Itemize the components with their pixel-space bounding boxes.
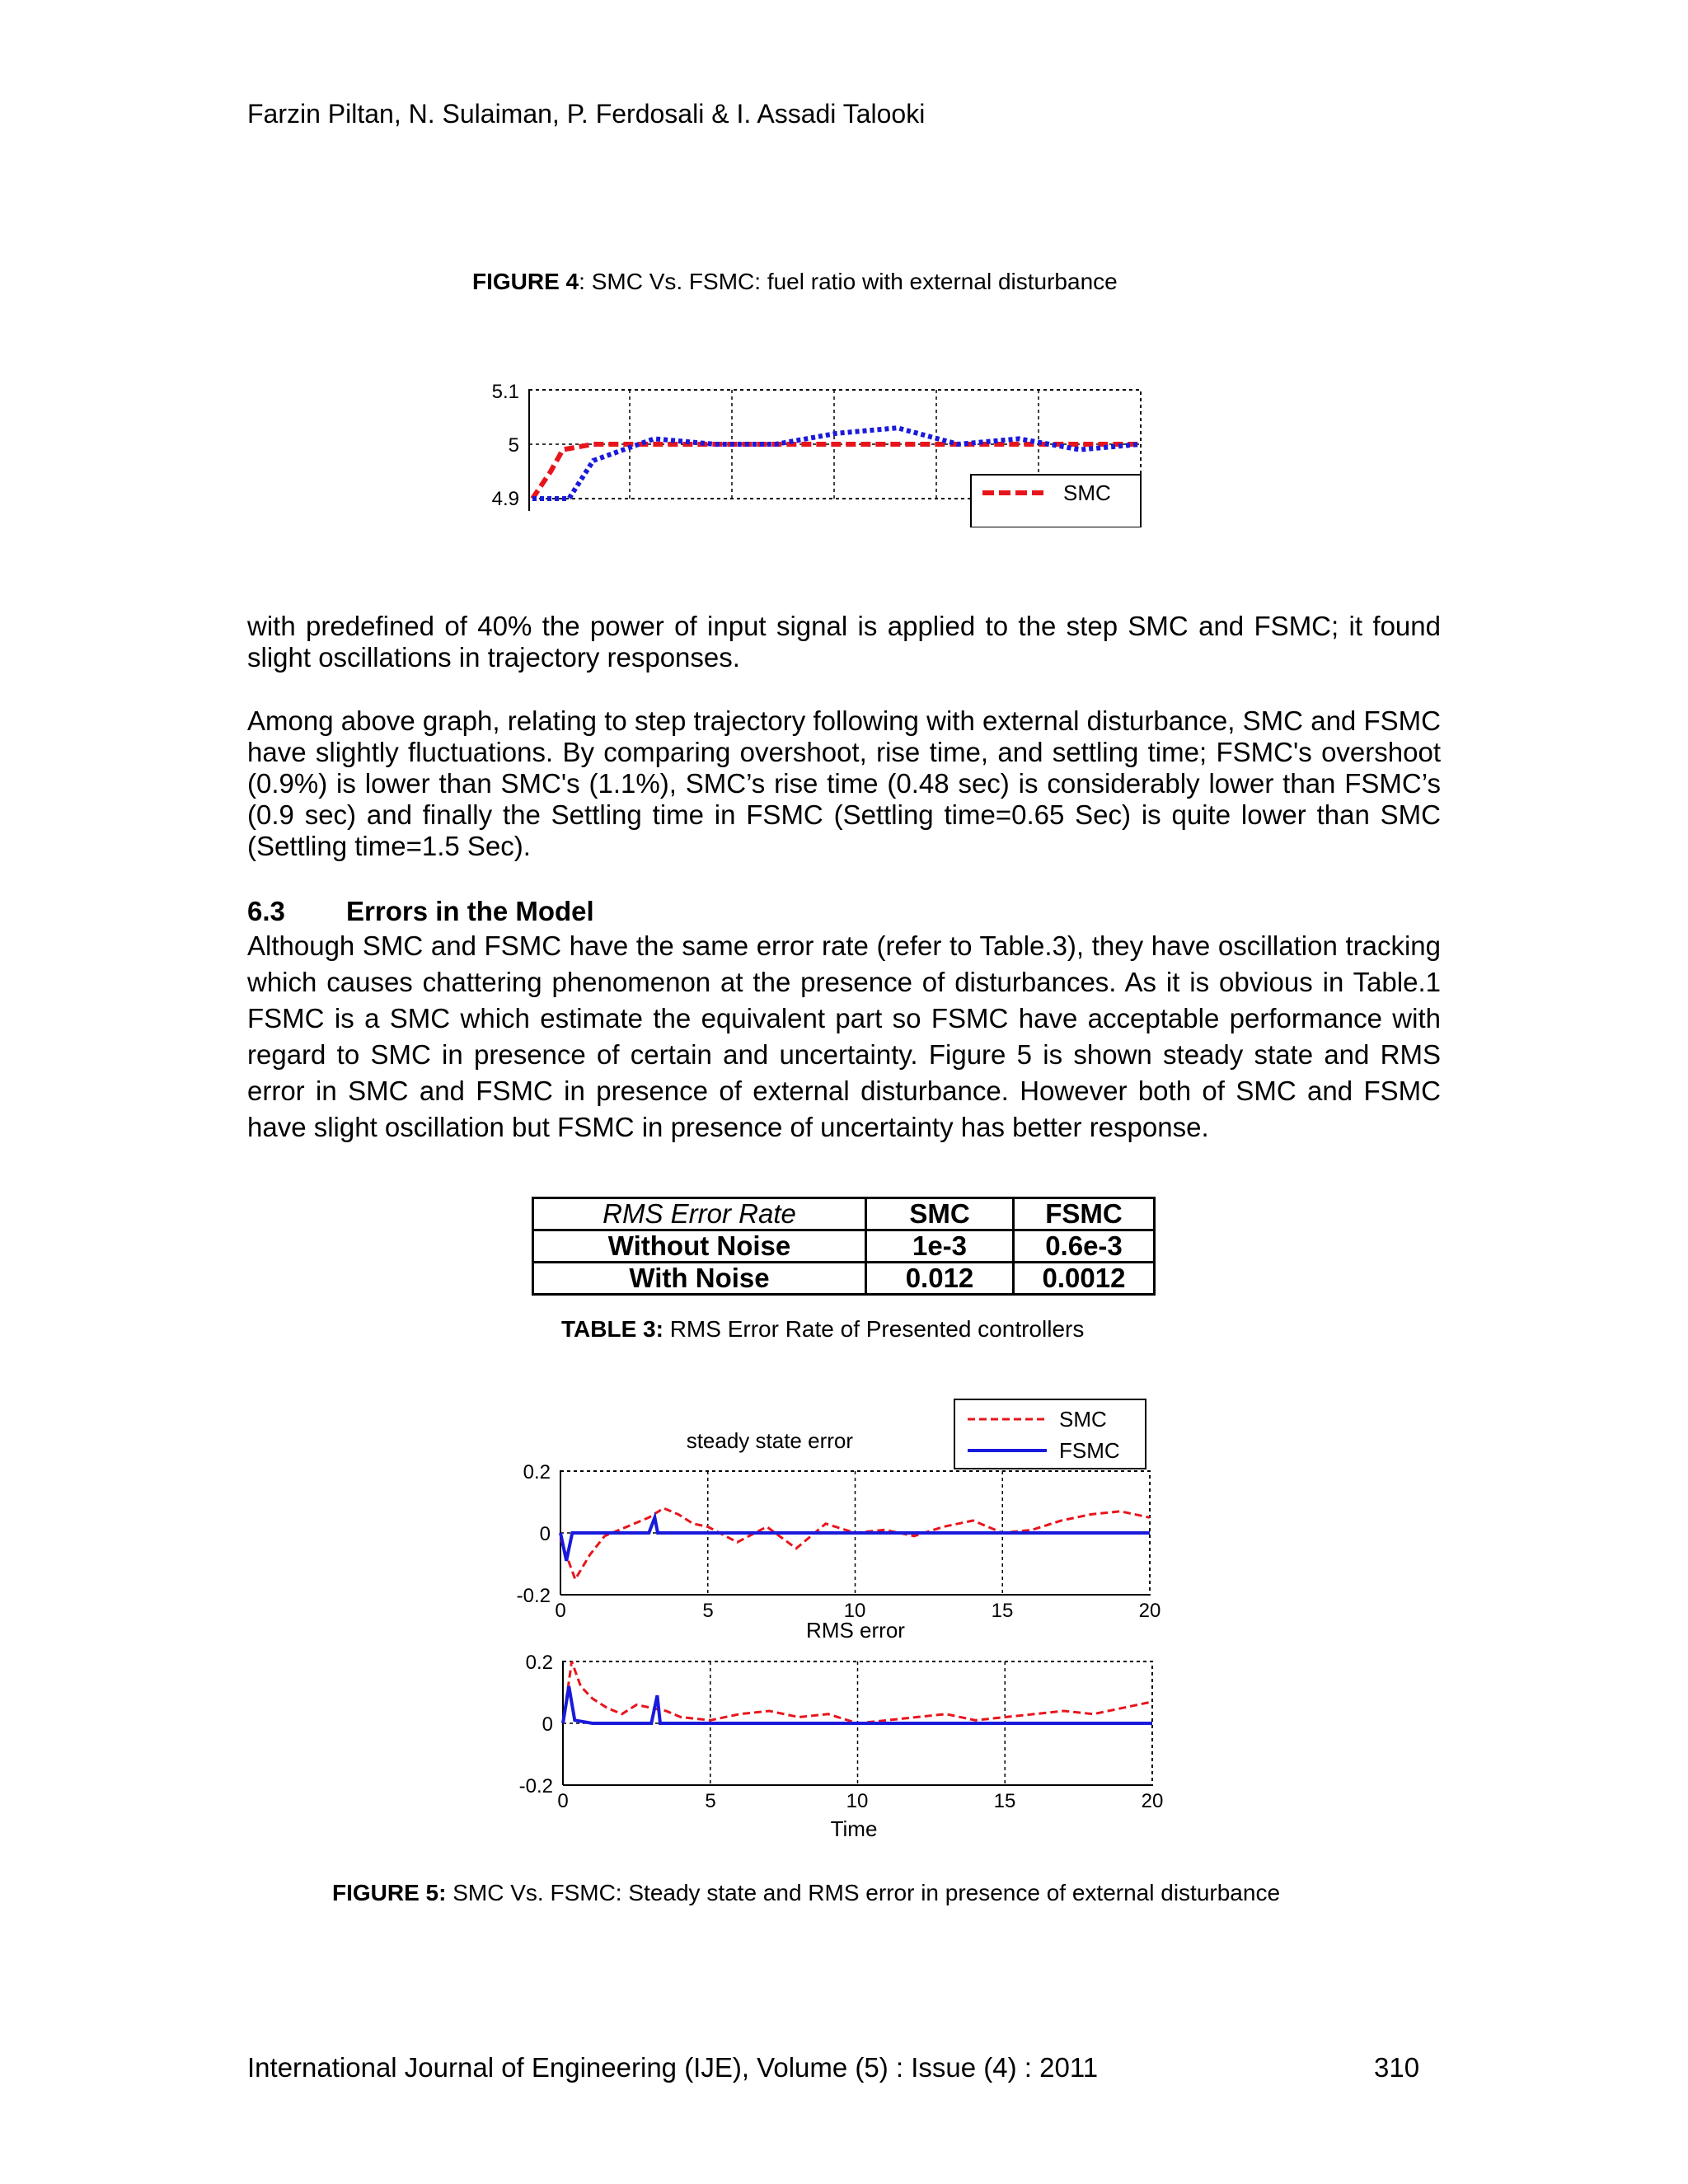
fig4-ytick: 5.1 — [491, 381, 519, 403]
table-3-caption-text: RMS Error Rate of Presented controllers — [663, 1316, 1085, 1342]
rms-xtick: 0 — [557, 1790, 569, 1812]
figure-5-steady-state-chart — [495, 1393, 1170, 1624]
paragraph-3 — [247, 928, 1441, 1146]
fig5-legend-smc-label: SMC — [1059, 1407, 1107, 1432]
figure-4-caption-text: : SMC Vs. FSMC: fuel ratio with external disturbance — [579, 269, 1118, 294]
table-header-row — [533, 1198, 1155, 1230]
sse-xtick: 10 — [843, 1600, 866, 1622]
paragraph-3-text: Although SMC and FSMC have the same error rate (refer to Table.3), they have oscillation tracking which causes chattering phenomenon at the presence of disturbances. As it is obvious in Table.1 FSMC is a SMC which estimate the equivalent part so FSMC have acceptable performance with regard to SMC in presence of certain and uncertainty. Figure 5 is shown steady state and RMS error in SMC and FSMC in presence of external disturbance. However both of SMC and FSMC have slight oscillation but FSMC in presence of uncertainty has better response. — [247, 930, 1441, 1142]
table-cell: With Noise — [533, 1263, 866, 1295]
figure-5-rms-chart — [495, 1619, 1170, 1850]
fig4-legend-smc-label: SMC — [1063, 480, 1111, 505]
figure-4-chart — [462, 363, 1170, 527]
sse-xtick: 20 — [1138, 1600, 1161, 1622]
paragraph-2-text: Among above graph, relating to step trajectory following with external disturbance, SMC and FSMC have slightly fluctuations. By comparing overshoot, rise time, and settling time; FSMC's overshoot (0.9%) is lower than SMC's (1.1%), SMC’s rise time (0.48 sec) is considerably lower than FSMC’s (0.9 sec) and finally the Settling time in FSMC (Settling time=0.65 Sec) is quite lower than SMC (Settling time=1.5 Sec). — [247, 705, 1441, 861]
rms-xtick: 15 — [993, 1790, 1016, 1812]
figure-4-caption-label: FIGURE 4 — [472, 269, 579, 294]
table-cell: 1e-3 — [866, 1230, 1014, 1263]
rms-title: RMS error — [806, 1619, 905, 1643]
rms-error-table — [532, 1197, 1156, 1296]
running-header: Farzin Piltan, N. Sulaiman, P. Ferdosali & I. Assadi Talooki — [247, 99, 926, 129]
figure-5-caption-text: SMC Vs. FSMC: Steady state and RMS error in presence of external disturbance — [446, 1880, 1281, 1905]
paragraph-2 — [247, 705, 1441, 862]
fig4-ytick: 4.9 — [491, 488, 519, 510]
table-3-caption — [561, 1316, 1084, 1343]
fig5-legend — [954, 1399, 1146, 1469]
fig4-ytick: 5 — [508, 434, 519, 457]
rms-fsmc-line — [563, 1686, 1152, 1723]
sse-ytick: -0.2 — [516, 1585, 551, 1607]
rms-xtick: 10 — [846, 1790, 869, 1812]
figure-5-caption-label: FIGURE 5: — [332, 1880, 447, 1905]
table-cell: 0.6e-3 — [1014, 1230, 1155, 1263]
table-3-caption-label: TABLE 3: — [561, 1316, 663, 1342]
table-cell: Without Noise — [533, 1230, 866, 1263]
fig4-legend-box — [971, 475, 1141, 527]
fig5-legend-fsmc-label: FSMC — [1059, 1438, 1120, 1463]
sse-ytick: 0.2 — [523, 1461, 551, 1483]
sse-xtick: 5 — [702, 1600, 714, 1622]
rms-ytick: -0.2 — [518, 1775, 553, 1797]
section-title: Errors in the Model — [346, 896, 594, 926]
table-header-cell: FSMC — [1014, 1198, 1155, 1230]
sse-xtick: 15 — [991, 1600, 1014, 1622]
figure-5-caption — [332, 1880, 1280, 1906]
rms-xlabel: Time — [830, 1816, 878, 1841]
table-cell: 0.012 — [866, 1263, 1014, 1295]
table-header-cell: RMS Error Rate — [533, 1198, 866, 1230]
rms-axes — [519, 1652, 1164, 1841]
table-row — [533, 1230, 1155, 1263]
rms-ytick: 0 — [542, 1713, 553, 1736]
sse-axes — [517, 1461, 1161, 1622]
figure-4-caption — [472, 269, 1118, 295]
rms-ytick: 0.2 — [525, 1652, 553, 1674]
sse-ytick: 0 — [539, 1523, 551, 1545]
rms-xtick: 5 — [705, 1790, 716, 1812]
sse-xtick: 0 — [555, 1600, 566, 1622]
table-row — [533, 1263, 1155, 1295]
table-header-cell: SMC — [866, 1198, 1014, 1230]
footer-journal: International Journal of Engineering (IJE), Volume (5) : Issue (4) : 2011 — [247, 2052, 1099, 2083]
page-number: 310 — [1374, 2052, 1420, 2083]
table-cell: 0.0012 — [1014, 1263, 1155, 1295]
paragraph-1-text: with predefined of 40% the power of input signal is applied to the step SMC and FSMC; it found slight oscillations in trajectory responses. — [247, 611, 1441, 673]
sse-title: steady state error — [686, 1428, 853, 1453]
rms-xtick: 20 — [1141, 1790, 1164, 1812]
section-heading — [247, 896, 594, 927]
section-number: 6.3 — [247, 896, 285, 926]
fig4-legend — [971, 475, 1141, 527]
paragraph-1 — [247, 611, 1441, 673]
